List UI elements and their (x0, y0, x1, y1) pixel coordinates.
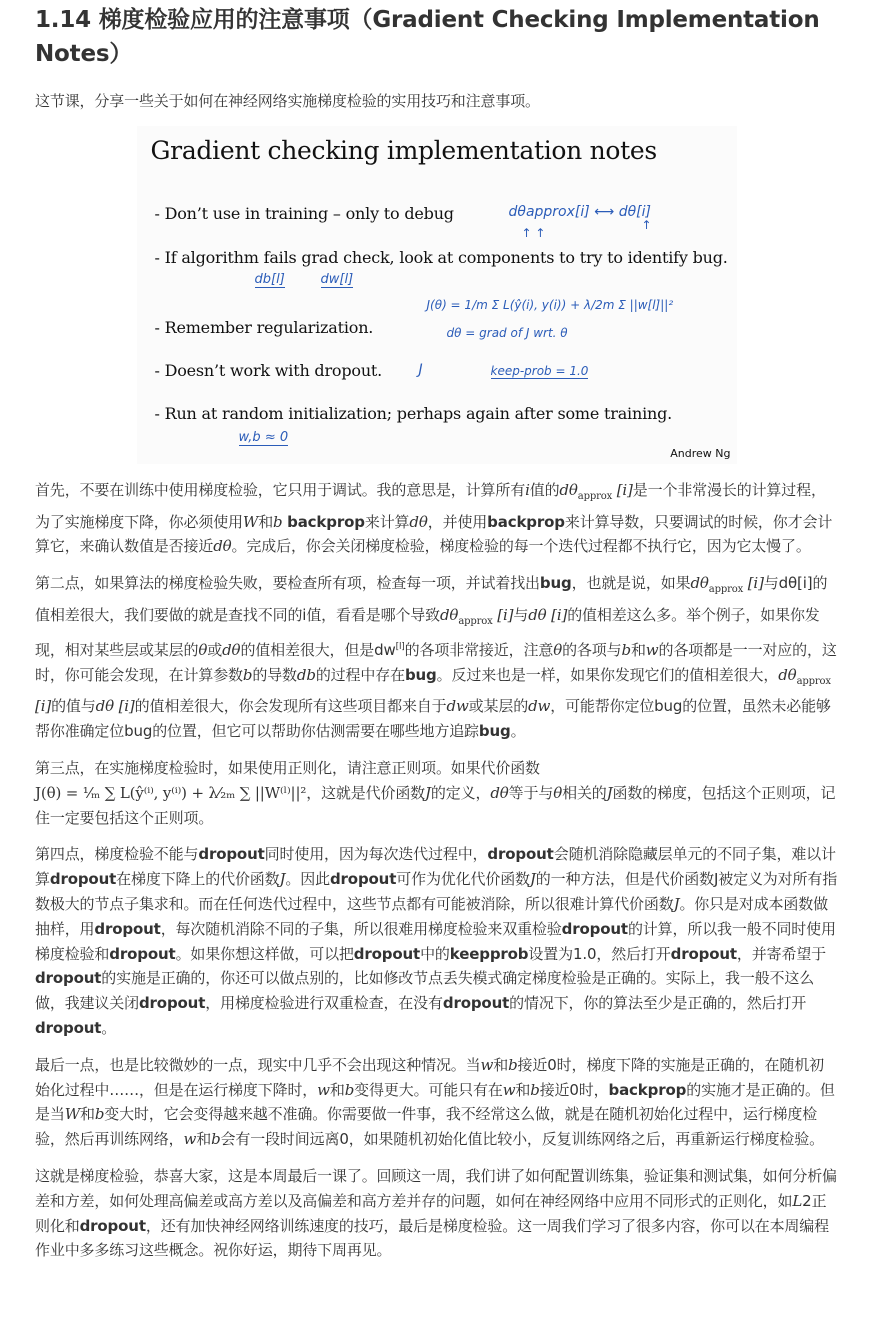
slide-bullet-3: - Remember regularization. (154, 317, 374, 337)
paragraph-3: 第三点，在实施梯度检验时，如果使用正则化，请注意正则项。如果代价函数 J(θ) = ¹⁄ₘ ∑ L(ŷ⁽ⁱ⁾, y⁽ⁱ⁾) + λ⁄₂ₘ ∑ ||W⁽ˡ⁾||²，这就是代价函数J的定义，dθ等于与θ相关的J函数的梯度，包括这个正则项，记住一定要包括这个正则项。 (35, 758, 836, 827)
annotation-wb-near-zero: w,b ≈ 0 (238, 429, 289, 445)
annotation-arrows: ↑ ↑ (521, 225, 546, 240)
paragraph-5: 最后一点，也是比较微妙的一点，现实中几乎不会出现这种情况。当w和b接近0时，梯度下降的实施是正确的，在随机初始化过程中……，但是在运行梯度下降时，w和b变得更大。可能只有在w和b接近0时，backprop的实施才是正确的。但是当W和b变大时，它会变得越来越不准确。你需要做一件事，我不经常这么做，就是在随机初始化过程中，运行梯度检验，然后再训练网络，w和b会有一段时间远离0，如果随机初始化值比较小，反复训练网络之后，再重新运行梯度检验。 (35, 1055, 835, 1149)
cost-function-formula: J(θ) = ¹⁄ₘ ∑ L(ŷ⁽ⁱ⁾, y⁽ⁱ⁾) + λ⁄₂ₘ ∑ ||W⁽ˡ⁾||² (35, 783, 307, 802)
slide-title: Gradient checking implementation notes (150, 135, 657, 165)
annotation-cost-function: J(θ) = 1/m Σ L(ŷ(i), y(i)) + λ/2m Σ ||w[l]||² (426, 297, 674, 312)
paragraph-4: 第四点，梯度检验不能与dropout同时使用，因为每次迭代过程中，dropout会随机消除隐藏层单元的不同子集，难以计算dropout在梯度下降上的代价函数J。因此dropout可作为优化代价函数J的一种方法，但是代价函数J被定义为对所有指数极大的节点子集求和。而在任何迭代过程中，这些节点都有可能被消除，所以很难计算代价函数J。你只是对成本函数做抽样，用dropout，每次随机消除不同的子集，所以很难用梯度检验来双重检验dropout的计算，所以我一般不同时使用梯度检验和dropout。如果你想这样做，可以把dropout中的keepprob设置为1.0，然后打开dropout，并寄希望于dropout的实施是正确的，你还可以做点别的，比如修改节点丢失模式确定梯度检验是正确的。实际上，我一般不这么做，我建议关闭dropout，用梯度检验进行双重检查，在没有dropout的情况下，你的算法至少是正确的，然后打开dropout。 (35, 845, 838, 1037)
slide-bullet-2: - If algorithm fails grad check, look at components to try to identify bug. (154, 247, 728, 267)
annotation-keep-prob: keep-prob = 1.0 (490, 363, 589, 378)
annotation-arrow: ↑ (641, 217, 652, 232)
annotation-dtheta-definition: dθ = grad of J wrt. θ (446, 325, 568, 340)
paragraph-2: 第二点，如果算法的梯度检验失败，要检查所有项，检查每一项，并试着找出bug，也就是说，如果$d\theta_{approx}$ [i]与dθ[i]的值相差很大，我们要做的就是查找不同的i值，看看是哪个导致$d\theta_{approx}$ [i]与dθ [i]的值相差这么多。举个例子，如果你发现，相对某些层或某层的θ或dθ的值相差很大，但是dw[l]的各项非常接近，注意θ的各项与b和w的各项都是一一对应的，这时，你可能会发现，在计算参数b的导数db的过程中存在bug。反过来也是一样，如果你发现它们的值相差很大，$d\theta_{approx}$ [i]的值与dθ [i]的值相差很大，你会发现所有这些项目都来自于dw或某层的dw，可能帮你定位bug的位置，虽然未必能够帮你准确定位bug的位置，但它可以帮助你估测需要在哪些地方追踪bug。 (35, 574, 837, 741)
slide-bullet-4: - Doesn’t work with dropout. (154, 360, 383, 380)
paragraph-1: 首先，不要在训练中使用梯度检验，它只用于调试。我的意思是，计算所有i值的$d\theta_{approx}$ [i]是一个非常漫长的计算过程，为了实施梯度下降，你必须使用W和b backprop来计算dθ，并使用backprop来计算导数，只要调试的时候，你才会计算它，来确认数值是否接近dθ。完成后，你会关闭梯度检验，梯度检验的每一个迭代过程都不执行它，因为它太慢了。 (35, 480, 833, 556)
slide-bullet-1: - Don’t use in training – only to debug (154, 203, 454, 223)
annotation-dtheta-compare: dθapprox[i] ⟷ dθ[i] (508, 203, 651, 220)
annotation-J: J (418, 361, 423, 378)
page-title: 1.14 梯度检验应用的注意事项（Gradient Checking Implementation Notes） (35, 7, 820, 67)
annotation-db: db[l] (254, 271, 285, 287)
slide-credit: Andrew Ng (670, 446, 731, 460)
lecture-slide-image (137, 126, 737, 464)
slide-bullet-5: - Run at random initialization; perhaps again after some training. (154, 403, 673, 423)
annotation-dw: dw[l] (320, 271, 354, 287)
slide-figure (35, 126, 838, 464)
intro-paragraph: 这节课，分享一些关于如何在神经网络实施梯度检验的实用技巧和注意事项。 (35, 92, 540, 110)
paragraph-6: 这就是梯度检验，恭喜大家，这是本周最后一课了。回顾这一周，我们讲了如何配置训练集，验证集和测试集，如何分析偏差和方差，如何处理高偏差或高方差以及高偏差和高方差并存的问题，如何在神经网络中应用不同形式的正则化，如L2正则化和dropout，还有加快神经网络训练速度的技巧，最后是梯度检验。这一周我们学习了很多内容，你可以在本周编程作业中多多练习这些概念。祝你好运，期待下周再见。 (35, 1166, 837, 1260)
